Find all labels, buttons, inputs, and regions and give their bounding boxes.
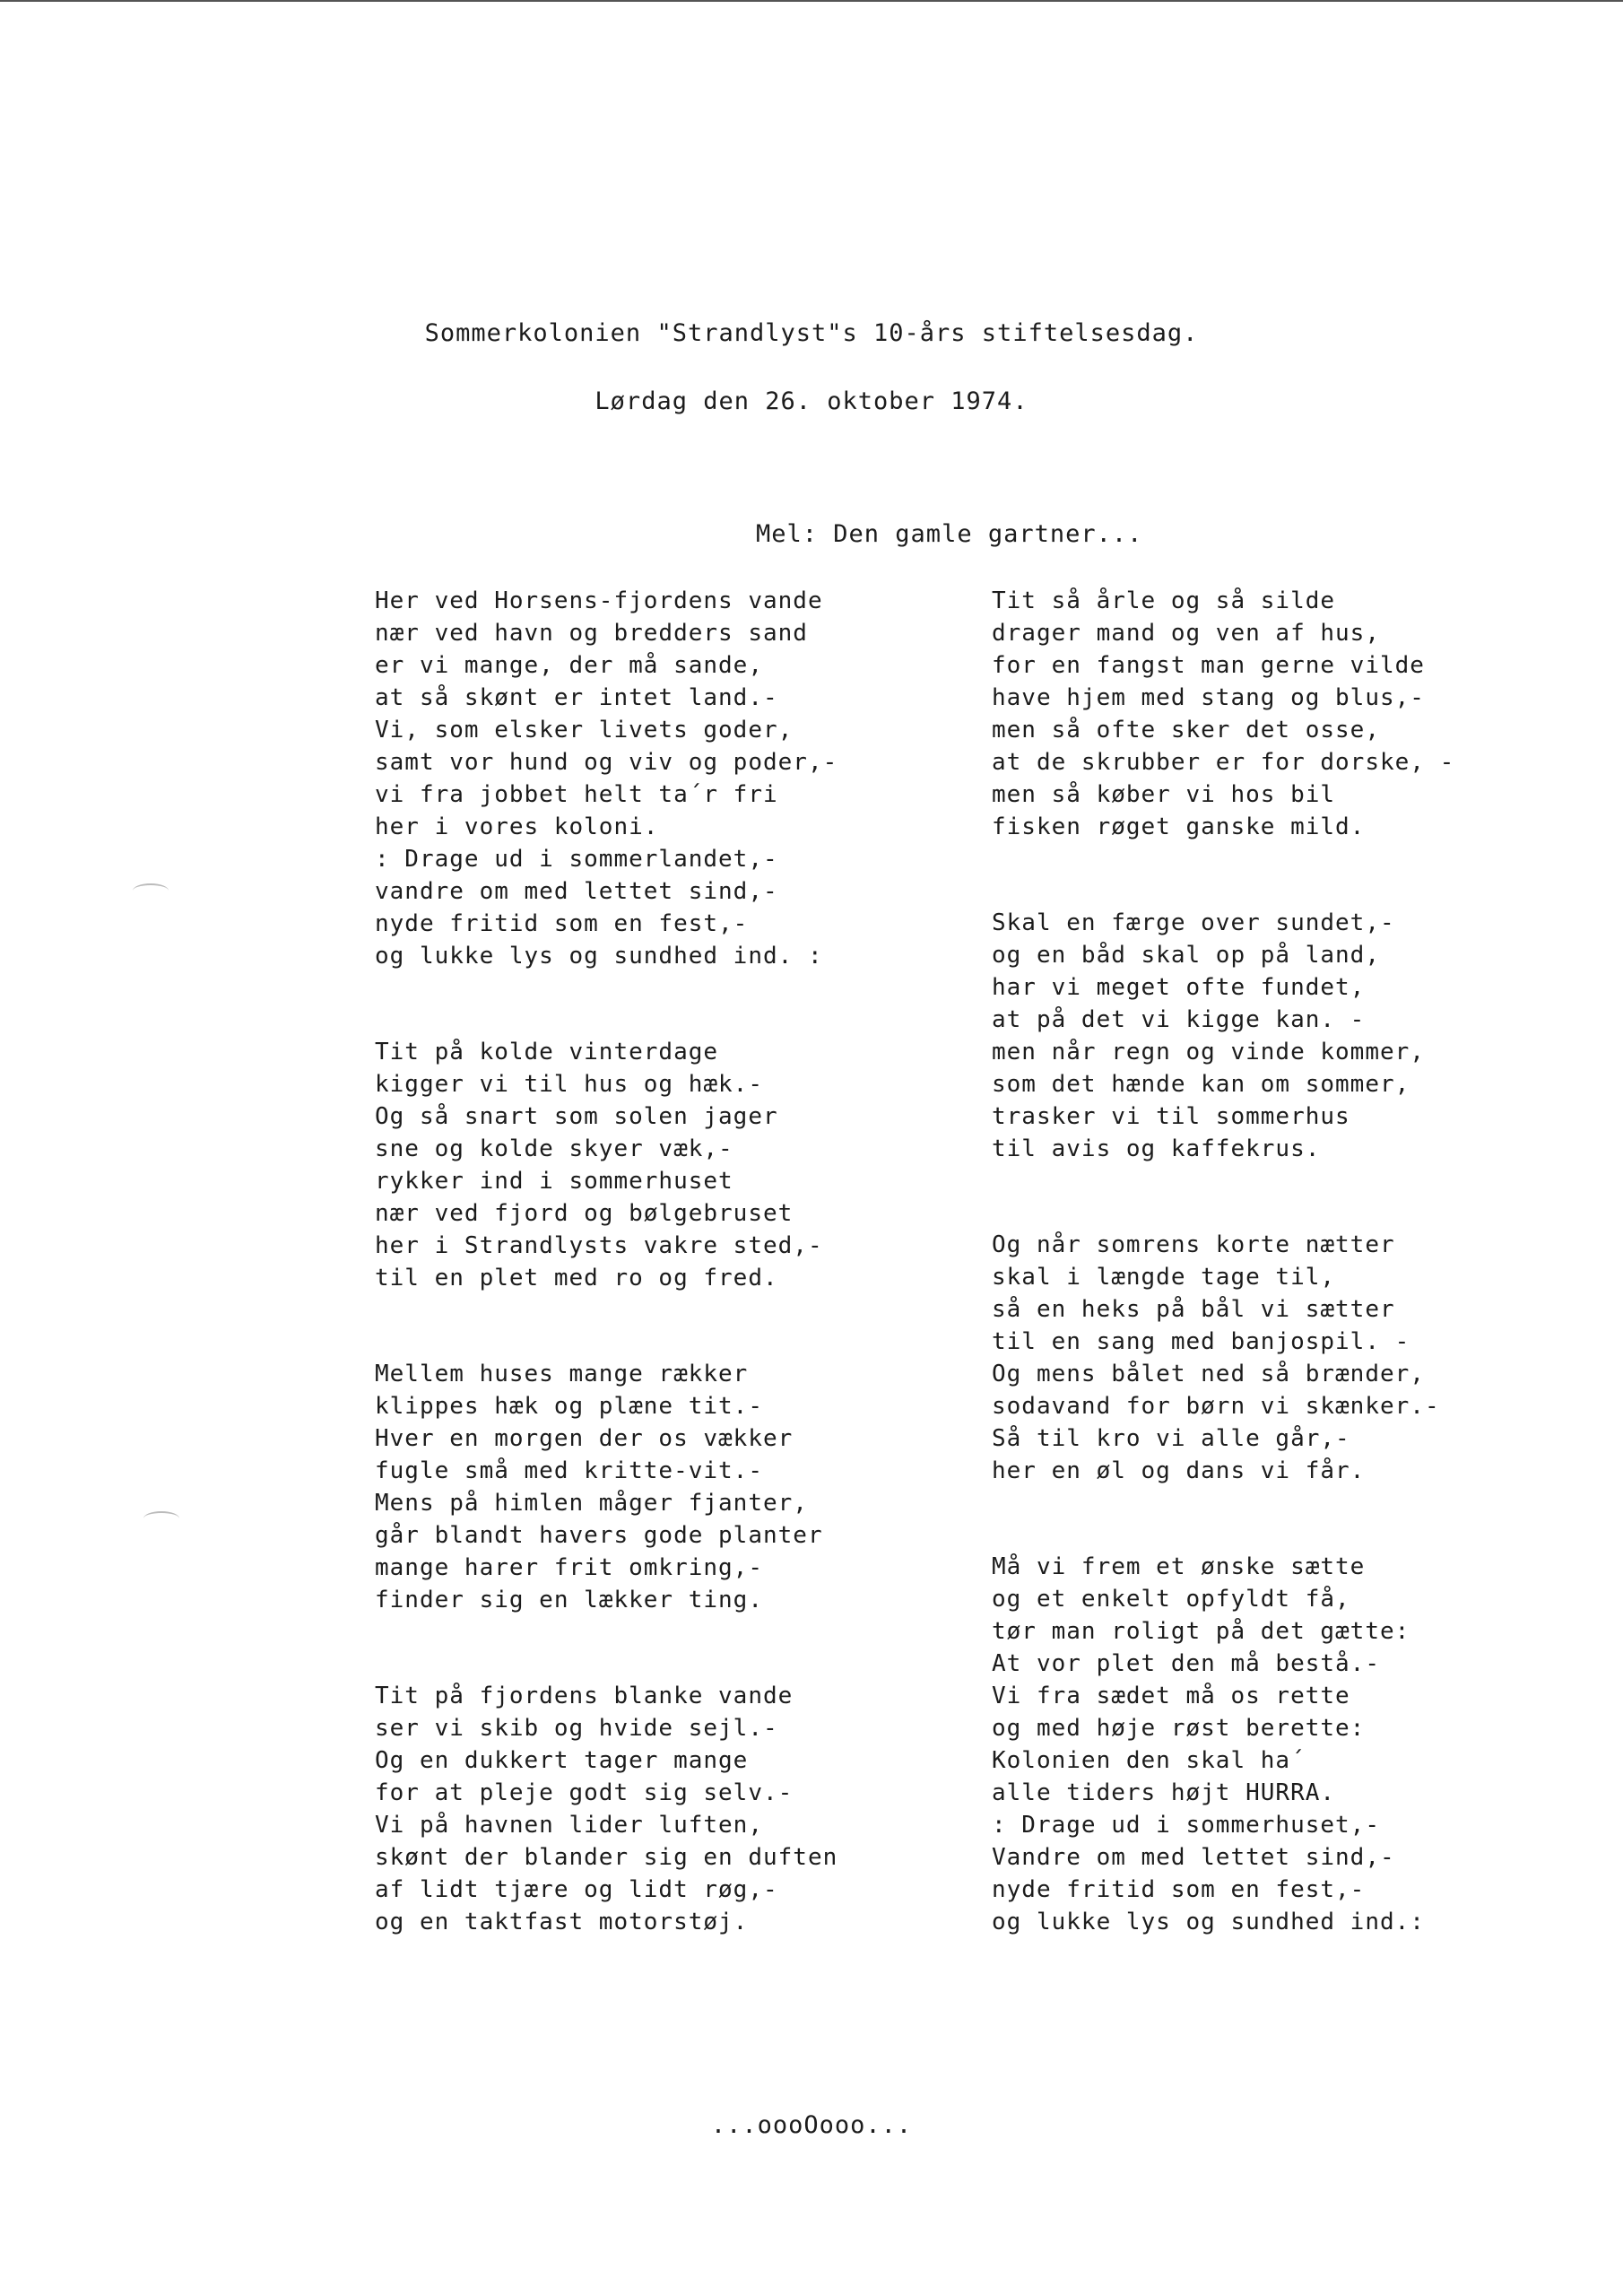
verse-line: her i Strandlysts vakre sted,- <box>375 1232 823 1259</box>
verse-line: skal i længde tage til, <box>992 1264 1336 1291</box>
verse-line: Tit på kolde vinterdage <box>375 1039 719 1065</box>
page-top-edge <box>0 0 1623 2</box>
verse-line: af lidt tjære og lidt røg,- <box>375 1876 778 1903</box>
verse-line: Tit så årle og så silde <box>992 587 1336 614</box>
verse-line: at så skønt er intet land.- <box>375 684 778 711</box>
verse-line: Og en dukkert tager mange <box>375 1747 749 1774</box>
verse-line: og lukke lys og sundhed ind. : <box>375 943 823 970</box>
verse-line: så en heks på bål vi sætter <box>992 1296 1395 1323</box>
document-date: Lørdag den 26. oktober 1974. <box>595 387 1028 415</box>
verse-line: ser vi skib og hvide sejl.- <box>375 1715 778 1742</box>
verse-line: og lukke lys og sundhed ind.: <box>992 1909 1425 1935</box>
verse-line: Og mens bålet ned så brænder, <box>992 1361 1425 1387</box>
verse-line: vi fra jobbet helt ta´r fri <box>375 781 778 808</box>
verse-line: og med høje røst berette: <box>992 1715 1366 1742</box>
verse-line: samt vor hund og viv og poder,- <box>375 749 838 776</box>
verse-stanza <box>992 1229 1454 1487</box>
verse-line: fugle små med kritte-vit.- <box>375 1457 763 1484</box>
verse-line: rykker ind i sommerhuset <box>375 1168 733 1195</box>
verse-stanza <box>375 1358 838 1616</box>
verse-stanza <box>992 907 1454 1165</box>
punch-hole-mark <box>133 883 169 898</box>
verse-line: og et enkelt opfyldt få, <box>992 1586 1350 1613</box>
verse-line: og en båd skal op på land, <box>992 942 1380 969</box>
verse-stanza <box>992 1551 1454 1938</box>
verse-line: nær ved fjord og bølgebruset <box>375 1200 794 1227</box>
verse-line: sne og kolde skyer væk,- <box>375 1135 733 1162</box>
verse-stanza <box>375 1036 838 1294</box>
verse-line: kigger vi til hus og hæk.- <box>375 1071 763 1098</box>
verse-stanza <box>992 585 1454 843</box>
verse-line: Vandre om med lettet sind,- <box>992 1844 1395 1871</box>
verse-line: At vor plet den må bestå.- <box>992 1650 1380 1677</box>
verse-line: er vi mange, der må sande, <box>375 652 763 679</box>
verse-line: Mellem huses mange rækker <box>375 1361 749 1387</box>
verse-line: Vi, som elsker livets goder, <box>375 717 794 744</box>
verse-line: Vi på havnen lider luften, <box>375 1812 763 1839</box>
verse-line: men så ofte sker det osse, <box>992 717 1380 744</box>
verse-line: Skal en færge over sundet,- <box>992 909 1395 936</box>
verse-line: for at pleje godt sig selv.- <box>375 1779 794 1806</box>
song-column-right <box>992 585 1454 2002</box>
closing-ornament: ...oooOooo... <box>710 2111 913 2139</box>
verse-line: Her ved Horsens-fjordens vande <box>375 587 823 614</box>
verse-line: drager mand og ven af hus, <box>992 620 1380 647</box>
verse-stanza <box>375 585 838 972</box>
verse-line: trasker vi til sommerhus <box>992 1103 1350 1130</box>
verse-line: Og så snart som solen jager <box>375 1103 778 1130</box>
verse-line: nyde fritid som en fest,- <box>992 1876 1366 1903</box>
verse-line: Hver en morgen der os vækker <box>375 1425 794 1452</box>
verse-line: Må vi frem et ønske sætte <box>992 1553 1366 1580</box>
verse-line: finder sig en lækker ting. <box>375 1587 763 1613</box>
verse-line: at de skrubber er for dorske, - <box>992 749 1455 776</box>
verse-line: : Drage ud i sommerlandet,- <box>375 846 778 873</box>
verse-line: fisken røget ganske mild. <box>992 813 1366 840</box>
verse-line: går blandt havers gode planter <box>375 1522 823 1549</box>
verse-line: nyde fritid som en fest,- <box>375 910 749 937</box>
verse-line: Vi fra sædet må os rette <box>992 1683 1350 1709</box>
verse-line: til en sang med banjospil. - <box>992 1328 1410 1355</box>
verse-line: Tit på fjordens blanke vande <box>375 1683 794 1709</box>
verse-line: : Drage ud i sommerhuset,- <box>992 1812 1380 1839</box>
verse-line: Kolonien den skal ha´ <box>992 1747 1306 1774</box>
verse-line: til en plet med ro og fred. <box>375 1265 778 1292</box>
verse-line: vandre om med lettet sind,- <box>375 878 778 905</box>
song-column-left <box>375 585 838 2002</box>
punch-hole-mark <box>143 1511 179 1526</box>
verse-line: til avis og kaffekrus. <box>992 1135 1321 1162</box>
verse-line: Så til kro vi alle går,- <box>992 1425 1350 1452</box>
verse-line: og en taktfast motorstøj. <box>375 1909 749 1935</box>
document-title: Sommerkolonien "Strandlyst"s 10-års stiftelsesdag. <box>424 319 1199 347</box>
verse-line: Mens på himlen måger fjanter, <box>375 1490 808 1517</box>
verse-line: som det hænde kan om sommer, <box>992 1071 1410 1098</box>
verse-line: men så køber vi hos bil <box>992 781 1336 808</box>
verse-line: nær ved havn og bredders sand <box>375 620 808 647</box>
verse-line: har vi meget ofte fundet, <box>992 974 1366 1001</box>
verse-line: sodavand for børn vi skænker.- <box>992 1393 1440 1420</box>
verse-line: mange harer frit omkring,- <box>375 1554 763 1581</box>
verse-line: men når regn og vinde kommer, <box>992 1039 1425 1065</box>
melody-note: Mel: Den gamle gartner... <box>756 520 1143 548</box>
verse-line: skønt der blander sig en duften <box>375 1844 838 1871</box>
verse-line: her en øl og dans vi får. <box>992 1457 1366 1484</box>
verse-line: at på det vi kigge kan. - <box>992 1006 1366 1033</box>
verse-line: her i vores koloni. <box>375 813 659 840</box>
verse-line: tør man roligt på det gætte: <box>992 1618 1410 1645</box>
verse-stanza <box>375 1680 838 1938</box>
verse-line: for en fangst man gerne vilde <box>992 652 1425 679</box>
verse-line: alle tiders højt HURRA. <box>992 1779 1336 1806</box>
verse-line: klippes hæk og plæne tit.- <box>375 1393 763 1420</box>
verse-line: Og når somrens korte nætter <box>992 1231 1395 1258</box>
verse-line: have hjem med stang og blus,- <box>992 684 1425 711</box>
